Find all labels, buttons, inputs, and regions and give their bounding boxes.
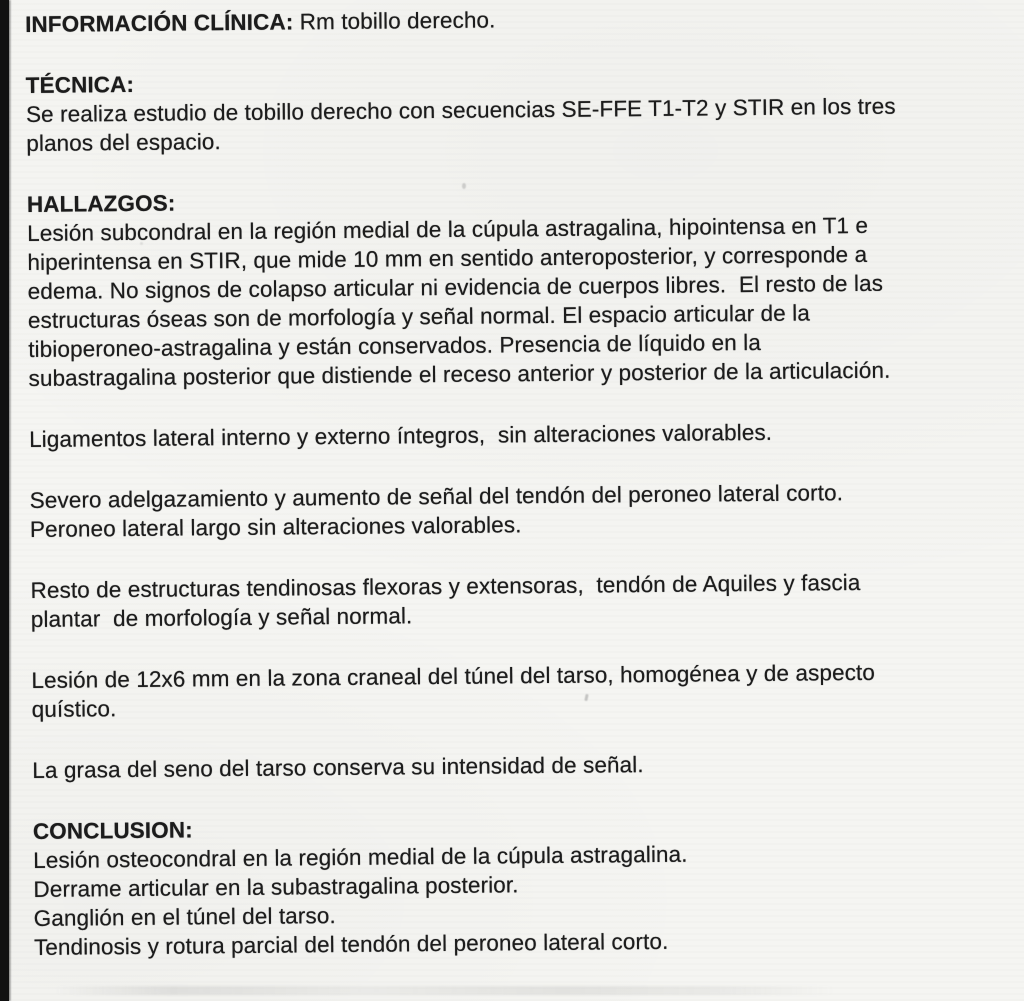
section-informacion-clinica	[25, 0, 1024, 39]
report-line: Se realiza estudio de tobillo derecho con secuencias SE-FFE T1-T2 y STIR en los tres	[25, 93, 896, 127]
paragraph	[27, 209, 1024, 393]
scan-speck	[140, 242, 143, 245]
heading-text: CONCLUSION:	[32, 817, 193, 844]
paragraph	[30, 476, 1024, 544]
heading-text: HALLAZGOS:	[26, 190, 176, 217]
paragraph	[32, 746, 1024, 785]
report-line: plantar de morfología y señal normal.	[30, 603, 413, 632]
report-line: Lesión de 12x6 mm en la zona craneal del túnel del tarso, homogénea y de aspecto	[31, 659, 876, 693]
report-line: Ligamentos lateral interno y externo íntegros, sin alteraciones valorables.	[29, 419, 773, 452]
paragraph	[30, 566, 1024, 634]
report-body	[25, 0, 1024, 962]
scan-edge-artifact	[0, 0, 9, 1001]
report-line: Lesión osteocondral en la región medial de la cúpula astragalina.	[33, 841, 688, 873]
section-tecnica	[26, 61, 1024, 158]
heading-text: INFORMACIÓN CLÍNICA:	[25, 9, 294, 37]
scan-speck	[462, 183, 466, 189]
report-line: edema. No signos de colapso articular ni evidencia de cuerpos libres. El resto de las	[27, 270, 884, 304]
report-line: quístico.	[31, 696, 117, 722]
report-line: tibioperoneo-astragalina y están conservados. Presencia de líquido en la	[28, 329, 762, 362]
section-heading-informacion-clinica	[25, 0, 1024, 39]
report-line: Resto de estructuras tendinosas flexoras y extensoras, tendón de Aquiles y fascia	[30, 570, 861, 603]
scan-smudge	[55, 986, 835, 995]
heading-inline-text: Rm tobillo derecho.	[293, 7, 496, 35]
report-line: estructuras óseas son de morfología y señal normal. El espacio articular de la	[27, 300, 811, 333]
paragraph	[26, 90, 1024, 158]
report-line: Ganglión en el túnel del tarso.	[33, 903, 336, 931]
report-line: Severo adelgazamiento y aumento de señal del tendón del peroneo lateral corto.	[29, 480, 844, 513]
heading-text: TÉCNICA:	[25, 71, 135, 98]
report-line: hiperintensa en STIR, que mide 10 mm en sentido anteroposterior, y corresponde a	[27, 241, 868, 275]
report-line: Peroneo lateral largo sin alteraciones valorables.	[29, 512, 522, 542]
report-line: La grasa del seno del tarso conserva su intensidad de señal.	[32, 752, 644, 783]
report-line: Tendinosis y rotura parcial del tendón del peroneo lateral corto.	[33, 928, 669, 960]
paragraph	[31, 656, 1024, 724]
report-line: Derrame articular en la subastragalina posterior.	[33, 872, 519, 902]
section-hallazgos	[27, 180, 1024, 785]
section-conclusion	[33, 807, 1024, 962]
report-line: subastragalina posterior que distiende el receso anterior y posterior de la articulación.	[28, 357, 891, 391]
paragraph	[29, 415, 1024, 454]
report-line: Lesión subcondral en la región medial de la cúpula astragalina, hipointensa en T1 e	[27, 212, 869, 246]
report-line: planos del espacio.	[26, 129, 221, 156]
paragraph	[33, 836, 1024, 962]
